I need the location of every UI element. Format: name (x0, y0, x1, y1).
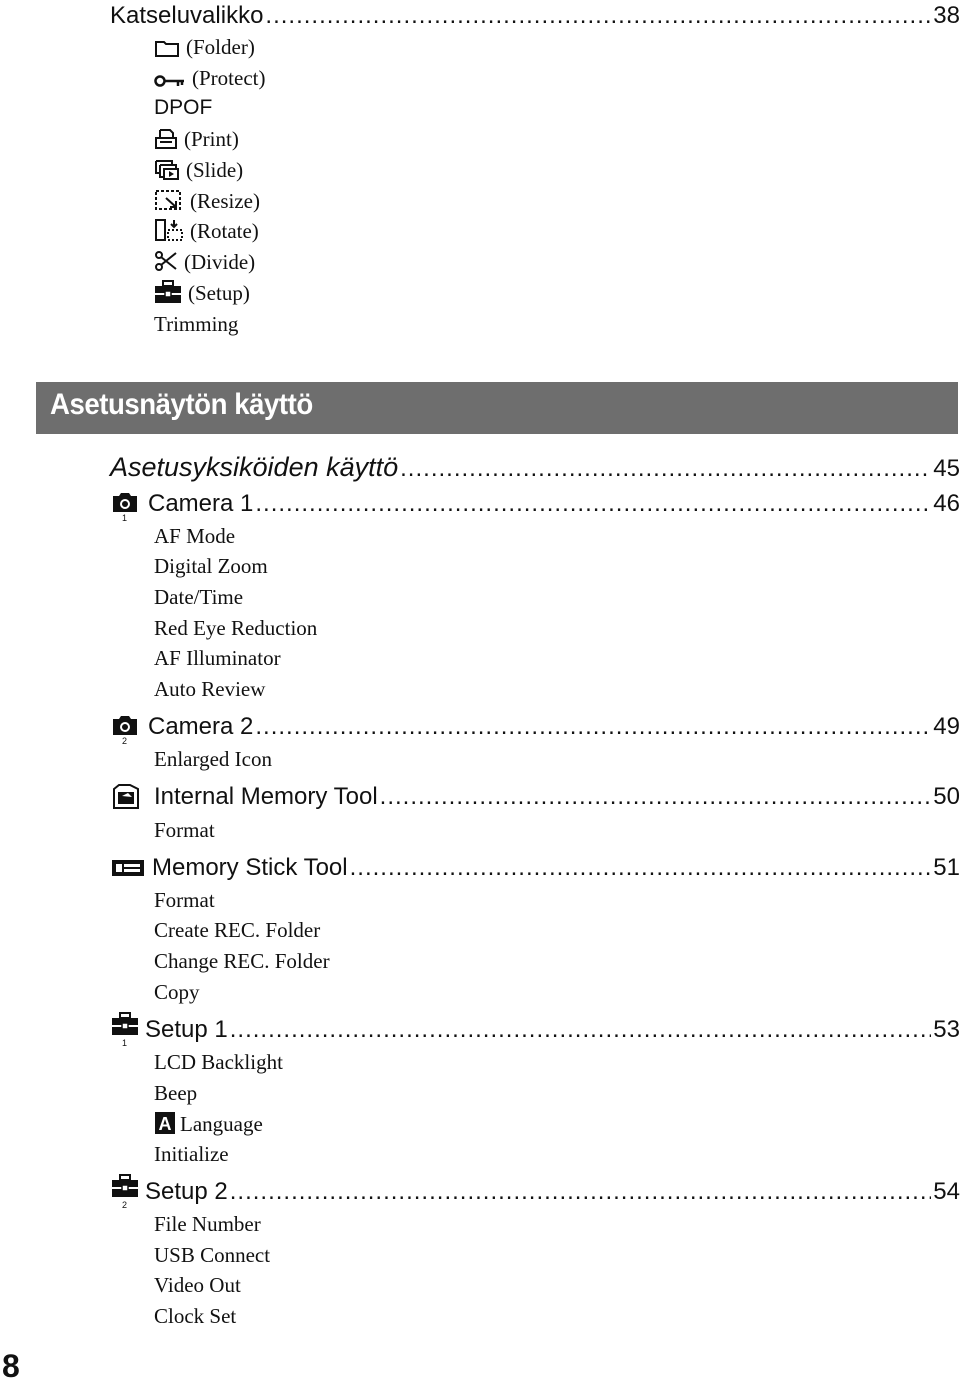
dot-leader (400, 455, 931, 483)
list-item: Red Eye Reduction (154, 616, 318, 640)
list-item-folder (154, 34, 255, 64)
list-item-label: DPOF (154, 96, 213, 119)
language-icon (154, 1111, 176, 1141)
list-item: Beep (154, 1081, 198, 1105)
toc-page-number: 38 (933, 2, 960, 29)
dot-leader (265, 2, 931, 30)
setup-2-icon (110, 1174, 142, 1215)
list-item-dpof (154, 95, 212, 121)
list-item: Enlarged Icon (154, 747, 272, 771)
list-item: Clock Set (154, 1304, 237, 1328)
toc-page-number: 51 (933, 854, 960, 881)
list-item-trimming (154, 311, 238, 337)
list-item: Auto Review (154, 677, 266, 701)
toc-page-number: 49 (933, 713, 960, 740)
list-item-print (154, 126, 239, 156)
toc-entry-camera-1 (148, 490, 960, 520)
list-item: File Number (154, 1212, 261, 1236)
camera-2-icon (110, 713, 142, 750)
toc-entry-label: Memory Stick Tool (152, 854, 348, 881)
dot-leader (230, 1178, 932, 1206)
setup-sub-mark: 2 (122, 1200, 128, 1210)
section-banner (36, 382, 958, 434)
toc-entry-setup-1 (145, 1016, 960, 1046)
toc-entry-setup-2 (145, 1178, 960, 1208)
page-number: 8 (2, 1348, 20, 1384)
toc-page-number: 54 (933, 1178, 960, 1205)
list-item-label: (Rotate) (190, 219, 259, 243)
setup-1-icon (110, 1012, 142, 1053)
internal-memory-icon (110, 784, 144, 817)
toc-entry-label: Camera 1 (148, 490, 254, 517)
svg-text:A: A (158, 1114, 172, 1134)
list-item: AF Mode (154, 524, 236, 548)
list-item-protect (154, 65, 265, 95)
list-item: USB Connect (154, 1243, 271, 1267)
toc-entry-label: Katseluvalikko (110, 2, 264, 29)
toc-entry-internal-memory-tool (154, 783, 960, 813)
dot-leader (230, 1016, 932, 1044)
list-item-label: (Print) (184, 127, 239, 151)
list-item: Initialize (154, 1142, 229, 1166)
toc-entry-camera-2 (148, 713, 960, 743)
list-item-label: Trimming (154, 312, 239, 336)
toc-entry-katseluvalikko (110, 2, 960, 32)
section-banner-title: Asetusnäytön käyttö (50, 388, 313, 421)
toc-page-number: 46 (933, 490, 960, 517)
memory-stick-icon (110, 856, 146, 885)
list-item-label: Language (180, 1112, 263, 1136)
list-item: Create REC. Folder (154, 918, 321, 942)
print-icon (154, 128, 178, 156)
list-item-slide (154, 157, 243, 187)
list-item: Copy (154, 980, 200, 1004)
toolbox-icon (154, 280, 182, 310)
list-item: Date/Time (154, 585, 244, 609)
toc-entry-memory-stick-tool (152, 854, 960, 884)
list-item: Change REC. Folder (154, 949, 330, 973)
resize-icon (154, 188, 184, 218)
camera-1-icon (110, 490, 142, 527)
setup-sub-mark: 1 (122, 1038, 128, 1048)
list-item: Format (154, 888, 215, 912)
list-item: LCD Backlight (154, 1050, 283, 1074)
scissors-icon (154, 249, 178, 279)
camera-sub-mark: 1 (122, 513, 128, 522)
list-item-label: (Divide) (184, 250, 256, 274)
list-item: Video Out (154, 1273, 241, 1297)
toc-entry-label: Asetusyksiköiden käyttö (110, 452, 399, 482)
toc-page-number: 53 (933, 1016, 960, 1043)
toc-entry-label: Internal Memory Tool (154, 783, 378, 810)
camera-sub-mark: 2 (122, 736, 128, 745)
list-item-setup (154, 280, 250, 310)
toc-entry-asetusyksikoiden (110, 452, 960, 482)
dot-leader (255, 490, 931, 518)
toc-entry-label: Setup 1 (145, 1016, 228, 1043)
list-item-label: (Protect) (192, 66, 266, 90)
list-item: Digital Zoom (154, 554, 268, 578)
list-item: Format (154, 818, 215, 842)
protect-key-icon (154, 69, 186, 95)
list-item-language (154, 1111, 263, 1141)
folder-icon (154, 38, 180, 64)
list-item: AF Illuminator (154, 646, 281, 670)
list-item-divide (154, 249, 255, 279)
list-item-label: (Setup) (188, 281, 250, 305)
list-item-rotate (154, 218, 259, 248)
dot-leader (255, 713, 931, 741)
rotate-icon (154, 218, 184, 248)
toc-page-number: 45 (933, 455, 960, 482)
dot-leader (350, 854, 932, 882)
toc-page-number: 50 (933, 783, 960, 810)
toc-entry-label: Camera 2 (148, 713, 254, 740)
dot-leader (380, 783, 932, 811)
list-item-label: (Resize) (190, 189, 260, 213)
slide-icon (154, 159, 180, 187)
list-item-label: (Folder) (186, 35, 255, 59)
list-item-resize (154, 188, 260, 218)
toc-entry-label: Setup 2 (145, 1178, 228, 1205)
list-item-label: (Slide) (186, 158, 244, 182)
